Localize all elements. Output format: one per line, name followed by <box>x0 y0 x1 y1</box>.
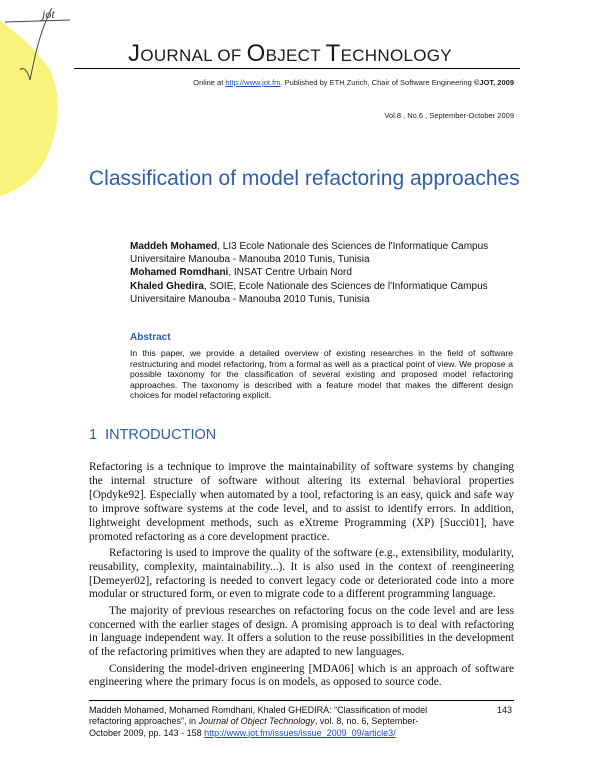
author-affiliation: , LI3 Ecole Nationale des Sciences de l'Informatique Campus Universitaire Manouba - Manouba 2010 Tunis, Tunisia <box>130 241 489 266</box>
authors-block <box>130 240 530 306</box>
footer-citation: Maddeh Mohamed, Mohamed Romdhani, Khaled GHEDIRA: “Classification of model refactoring approaches”, in Journal of Object Technology, vol. 8, no. 6, September-October 2009, pp. 143 - 158 http://www.jot.fm/issues/issue_2009_09/article3/ <box>89 705 428 738</box>
author-entry <box>130 266 530 279</box>
section-heading <box>89 427 216 443</box>
author-entry <box>130 280 530 306</box>
section-number: 1 <box>89 427 98 443</box>
jot-logo <box>0 0 70 200</box>
header-rule <box>74 68 520 69</box>
journal-title: JOURNAL OF OBJECT TECHNOLOGY <box>128 40 452 67</box>
jot-link[interactable]: http://www.jot.fm <box>225 78 281 87</box>
volume-info: Vol.8 , No.6 , September-October 2009 <box>384 111 514 120</box>
logo-text: jot <box>42 7 55 21</box>
footer-rule <box>89 700 514 701</box>
author-affiliation: , SOIE, Ecole Nationale des Sciences de l'Informatique Campus Universitaire Manouba - Manouba 2010 Tunis, Tunisia <box>130 280 488 305</box>
body-text <box>89 461 514 693</box>
author-affiliation: , INSAT Centre Urbain Nord <box>228 267 352 279</box>
published-line: Online at http://www.jot.fm. Published by ETH Zurich, Chair of Software Engineering ©JOT, 2009 <box>193 78 514 87</box>
paragraph: Refactoring is a technique to improve the maintainability of software systems by changing the internal structure of software without altering its external behavioral properties [Opdyke92]. Especially when automated by a tool, refactoring is an easy, quick and safe way to improve software systems at the code level, and to assist to identify errors. In addition, lightweight development methods, such as eXtreme Programming (XP) [Succi01], have promoted refactoring as a core development practice. <box>89 461 514 543</box>
article-link[interactable]: http://www.jot.fm/issues/issue_2009_09/article3/ <box>204 727 396 738</box>
logo-yellow-shape <box>0 20 58 196</box>
paragraph: Considering the model-driven engineering [MDA06] which is an approach of software engineering where the primary focus is on models, as opposed to source code. <box>89 662 514 689</box>
author-entry <box>130 240 530 266</box>
author-name: Khaled Ghedira <box>130 280 204 292</box>
paragraph: The majority of previous researches on refactoring focus on the code level and are less concerned with the earlier stages of design. A promising approach is to deal with refactoring in language independent way. It offers a solution to the reuse possibilities in the development of the refactoring primitives when they are adapted to new languages. <box>89 604 514 659</box>
section-title: INTRODUCTION <box>105 427 217 443</box>
paragraph: Refactoring is used to improve the quality of the software (e.g., extensibility, modularity, reusability, complexity, maintainability...). It is also used in the context of reengineering [Demeyer02], refactoring is needed to convert legacy code or deteriorated code into a more modular or structured form, or even to migrate code to a different programming language. <box>89 546 514 601</box>
author-name: Mohamed Romdhani <box>130 267 229 279</box>
page-number: 143 <box>497 705 513 715</box>
abstract-text: In this paper, we provide a detailed overview of existing researches in the field of software restructuring and model refactoring, from a formal as well as a practical point of view. We propose a possible taxonomy for the classification of several existing and proposed model refactoring approaches. The taxonomy is described with a feature model that makes the different design choices for model refactoring explicit. <box>130 348 513 401</box>
author-name: Maddeh Mohamed <box>130 241 218 252</box>
paper-title: Classification of model refactoring approaches <box>89 167 520 190</box>
abstract-heading: Abstract <box>130 332 171 343</box>
